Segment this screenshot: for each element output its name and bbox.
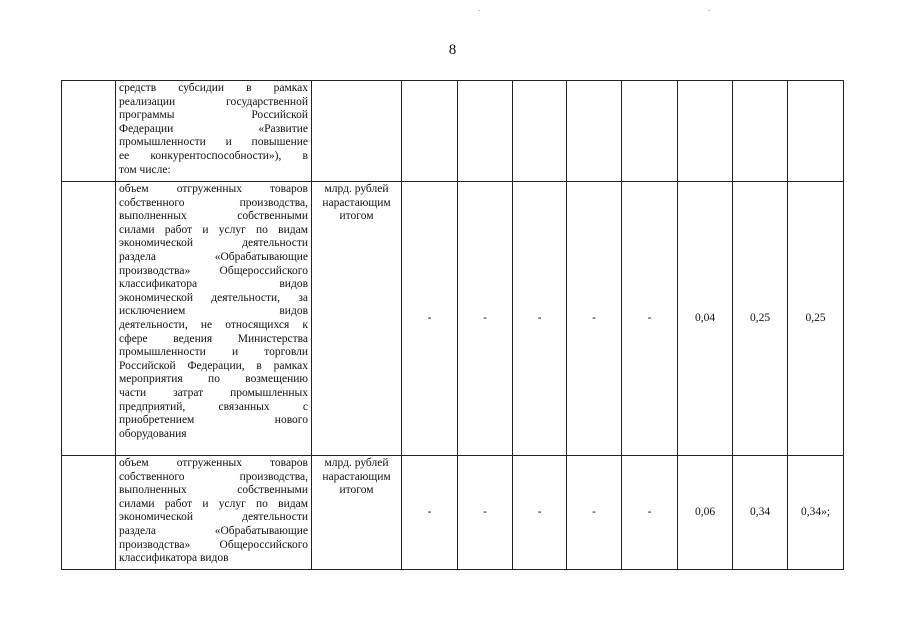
value-cell [733,81,788,182]
description-line: силами работ и услуг по видам [119,497,308,510]
description-line: мероприятия по возмещению [119,373,308,386]
description-line: экономической деятельности, за [119,291,308,304]
value-cell: - [567,182,622,456]
value-cell: - [513,456,567,570]
row-number-cell [62,456,116,570]
description-line: собственного производства, [119,470,308,483]
scan-speck [708,10,710,11]
row-number-cell [62,182,116,456]
description-line: классификатора видов [119,552,229,565]
value-cell [678,81,733,182]
description-line: программы Российской [119,109,308,122]
scan-speck [478,10,480,11]
value-cell: 0,34»; [788,456,844,570]
description-line: силами работ и услуг по видам [119,223,308,236]
description-line: производства» Общероссийского [119,538,308,551]
description-line: объем отгруженных товаров [119,457,308,469]
table-body [62,81,844,570]
description-line: части затрат промышленных [119,386,308,399]
unit-cell: млрд. рублей нарастающим итогом [312,182,402,456]
indicator-table [61,80,844,570]
description-line: деятельности, не относящихся к [119,318,308,331]
description-line: производства» Общероссийского [119,264,308,277]
value-cell [622,81,678,182]
description-line: классификатора видов [119,278,308,291]
table-row [62,182,844,456]
value-cell: 0,34 [733,456,788,570]
value-cell: - [513,182,567,456]
page-number: 8 [448,42,457,58]
row-number-cell [62,81,116,182]
description-line: приобретением нового [119,414,308,427]
value-cell [402,81,458,182]
value-cell: - [402,182,458,456]
description-line: исключением видов [119,305,308,318]
description-line: ее конкурентоспособности»), в [119,149,308,162]
value-cell: - [402,456,458,570]
value-cell: 0,06 [678,456,733,570]
description-line: раздела «Обрабатывающие [119,524,308,537]
indicator-description [116,182,312,456]
description-line: собственного производства, [119,196,308,209]
table-row [62,456,844,570]
description-line: экономической деятельности [119,511,308,524]
indicator-description [116,456,312,570]
value-cell [567,81,622,182]
value-cell [458,81,513,182]
unit-cell [312,81,402,182]
description-line: том числе: [119,163,171,176]
description-line: оборудования [119,427,187,440]
value-cell [788,81,844,182]
description-line: реализации государственной [119,95,308,108]
table-row [62,81,844,182]
description-line: выполненных собственными [119,484,308,497]
description-line: выполненных собственными [119,210,308,223]
value-cell: 0,25 [733,182,788,456]
description-line: экономической деятельности [119,237,308,250]
description-line: объем отгруженных товаров [119,183,308,195]
value-cell: - [622,182,678,456]
indicator-description [116,81,312,182]
value-cell: - [567,456,622,570]
value-cell: 0,04 [678,182,733,456]
description-line: предприятий, связанных с [119,400,308,413]
description-line: Российской Федерации, в рамках [119,359,308,372]
description-line: средств субсидии в рамках [119,82,308,94]
description-line: промышленности и торговли [119,346,308,359]
value-cell: - [458,182,513,456]
value-cell: 0,25 [788,182,844,456]
value-cell [513,81,567,182]
description-line: раздела «Обрабатывающие [119,250,308,263]
unit-cell: млрд. рублей нарастающим итогом [312,456,402,570]
description-line: промышленности и повышение [119,136,308,149]
value-cell: - [622,456,678,570]
description-line: Федерации «Развитие [119,122,308,135]
description-line: сфере ведения Министерства [119,332,308,345]
value-cell: - [458,456,513,570]
